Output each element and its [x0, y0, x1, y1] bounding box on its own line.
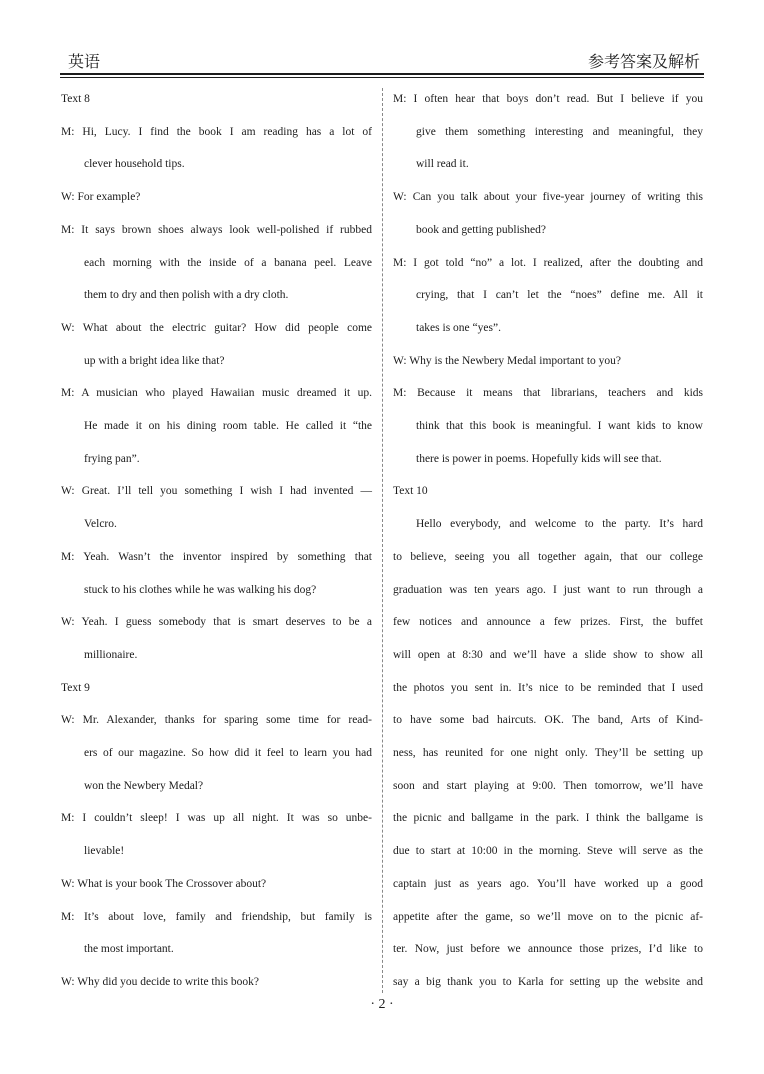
- transcript-line: M: I often hear that boys don’t read. But I believe if you: [393, 93, 703, 105]
- transcript-line: Text 10: [393, 485, 428, 498]
- transcript-line: clever household tips.: [84, 158, 185, 171]
- transcript-line: to believe, seeing you all together again, that our college: [393, 550, 703, 563]
- transcript-line: M: Yeah. Wasn’t the inventor inspired by something that: [61, 550, 372, 563]
- column-divider: [382, 88, 383, 993]
- header-subject: 英语: [68, 54, 101, 71]
- transcript-line: W: Can you talk about your five-year journey of writing this: [393, 191, 703, 204]
- transcript-line: M: Because it means that librarians, teachers and kids: [393, 387, 703, 400]
- transcript-line: W: What is your book The Crossover about?: [61, 877, 267, 890]
- transcript-line: to have some bad haircuts. OK. The band, Arts of Kind-: [393, 714, 703, 727]
- transcript-line: W: Yeah. I guess somebody that is smart deserves to be a: [61, 616, 372, 629]
- header-rule-thin: [60, 77, 704, 78]
- transcript-line: think that this book is meaningful. I want kids to know: [416, 420, 703, 432]
- transcript-line: W: Great. I’ll tell you something I wish I had invented —: [61, 485, 372, 498]
- transcript-line: up with a bright idea like that?: [84, 354, 225, 367]
- transcript-line: soon and start playing at 9:00. Then tomorrow, we’ll have: [393, 779, 703, 792]
- transcript-line: W: Mr. Alexander, thanks for sparing some time for read-: [61, 714, 372, 727]
- transcript-line: the picnic and ballgame in the park. I think the ballgame is: [393, 812, 703, 825]
- transcript-line: stuck to his clothes while he was walking his dog?: [84, 583, 317, 596]
- transcript-line: M: I couldn’t sleep! I was up all night. It was so unbe-: [61, 812, 372, 825]
- transcript-line: won the Newbery Medal?: [84, 779, 204, 792]
- transcript-line: M: It says brown shoes always look well-polished if rubbed: [61, 223, 372, 236]
- transcript-line: Velcro.: [84, 518, 117, 531]
- transcript-line: ness, has reunited for one night only. They’ll be setting up: [393, 747, 703, 759]
- transcript-line: Text 8: [61, 93, 90, 105]
- transcript-line: due to start at 10:00 in the morning. Steve will serve as the: [393, 845, 703, 858]
- transcript-line: appetite after the game, so we’ll move on to the picnic af-: [393, 910, 703, 923]
- transcript-line: say a big thank you to Karla for setting up the website and: [393, 975, 703, 988]
- transcript-line: takes is one “yes”.: [416, 321, 501, 334]
- transcript-line: few notices and announce a few prizes. First, the buffet: [393, 616, 703, 629]
- transcript-line: M: Hi, Lucy. I find the book I am reading has a lot of: [61, 125, 372, 138]
- transcript-line: the photos you sent in. It’s nice to be reminded that I used: [393, 681, 703, 694]
- transcript-line: graduation was ten years ago. I just want to run through a: [393, 583, 703, 596]
- transcript-line: Hello everybody, and welcome to the party. It’s hard: [416, 518, 703, 531]
- header-rule: [60, 73, 704, 75]
- transcript-line: give them something interesting and meaningful, they: [416, 125, 703, 138]
- transcript-line: the most important.: [84, 943, 174, 956]
- transcript-line: will open at 8:30 and we’ll have a slide show to show all: [393, 648, 703, 661]
- transcript-line: will read it.: [416, 158, 469, 171]
- transcript-line: W: Why is the Newbery Medal important to you?: [393, 354, 622, 367]
- transcript-line: crying, that I can’t let the “noes” define me. All it: [416, 289, 703, 302]
- transcript-line: W: Why did you decide to write this book?: [61, 975, 260, 988]
- transcript-line: ter. Now, just before we announce those prizes, I’d like to: [393, 943, 703, 956]
- transcript-line: millionaire.: [84, 648, 138, 661]
- transcript-line: He made it on his dining room table. He called it “the: [84, 420, 372, 432]
- transcript-line: Text 9: [61, 681, 90, 694]
- transcript-line: there is power in poems. Hopefully kids will see that.: [416, 452, 662, 465]
- transcript-line: M: It’s about love, family and friendship, but family is: [61, 910, 372, 923]
- transcript-line: M: I got told “no” a lot. I realized, after the doubting and: [393, 256, 703, 269]
- transcript-line: M: A musician who played Hawaiian music dreamed it up.: [61, 387, 372, 400]
- transcript-line: frying pan”.: [84, 452, 140, 465]
- transcript-line: them to dry and then polish with a dry cloth.: [84, 289, 289, 302]
- transcript-line: W: What about the electric guitar? How did people come: [61, 321, 372, 334]
- transcript-line: captain just as years ago. You’ll have worked up a good: [393, 877, 703, 890]
- transcript-line: W: For example?: [61, 191, 141, 204]
- transcript-line: ers of our magazine. So how did it feel to learn you had: [84, 747, 372, 759]
- page-number: · 2 ·: [370, 997, 394, 1012]
- transcript-line: lievable!: [84, 845, 125, 858]
- transcript-line: book and getting published?: [416, 223, 546, 236]
- transcript-line: each morning with the inside of a banana peel. Leave: [84, 256, 372, 269]
- header-section-title: 参考答案及解析: [587, 54, 700, 71]
